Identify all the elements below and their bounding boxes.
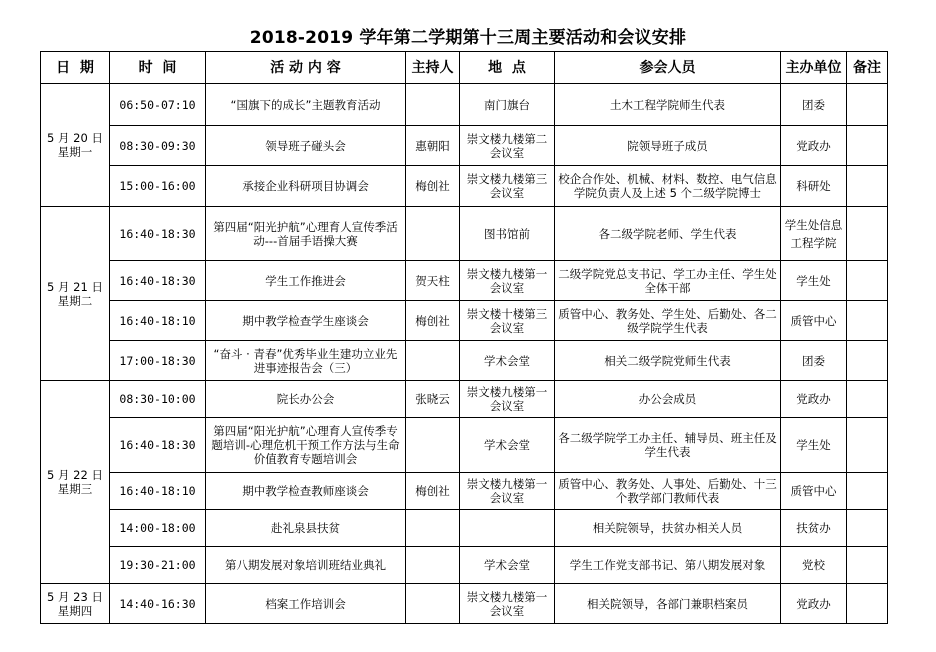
time-cell: 16:40-18:30 bbox=[110, 261, 206, 301]
attendees-cell: 二级学院党总支书记、学工办主任、学生处全体干部 bbox=[555, 261, 781, 301]
location-cell: 崇文楼九楼第二会议室 bbox=[460, 126, 555, 166]
date-label: 5 月 22 日 bbox=[47, 468, 103, 482]
time-cell: 17:00-18:30 bbox=[110, 341, 206, 381]
page-title: 2018-2019 学年第二学期第十三周主要活动和会议安排 bbox=[249, 28, 687, 48]
table-row bbox=[41, 84, 888, 126]
attendees-cell: 各二级学院学工办主任、辅导员、班主任及学生代表 bbox=[555, 418, 781, 473]
header-date: 日 期 bbox=[41, 52, 110, 84]
location-cell: 崇文楼九楼第一会议室 bbox=[460, 584, 555, 624]
notes-cell bbox=[847, 126, 888, 166]
notes-cell bbox=[847, 473, 888, 510]
notes-cell bbox=[847, 510, 888, 547]
location-cell: 学术会堂 bbox=[460, 418, 555, 473]
host-cell bbox=[406, 341, 460, 381]
weekday-label: 星期三 bbox=[57, 482, 93, 496]
time-cell: 16:40-18:30 bbox=[110, 418, 206, 473]
date-label: 5 月 20 日 bbox=[47, 131, 103, 145]
header-row bbox=[41, 52, 888, 84]
header-attendees: 参会人员 bbox=[555, 52, 781, 84]
weekday-label: 星期四 bbox=[57, 603, 93, 618]
location-cell: 崇文楼九楼第一会议室 bbox=[460, 473, 555, 510]
attendees-cell: 相关二级学院党师生代表 bbox=[555, 341, 781, 381]
organizer-cell: 党校 bbox=[781, 547, 847, 584]
date-cell bbox=[41, 207, 110, 381]
table-row bbox=[41, 166, 888, 207]
location-cell: 崇文楼九楼第一会议室 bbox=[460, 261, 555, 301]
host-cell bbox=[406, 418, 460, 473]
host-cell: 惠朝阳 bbox=[406, 126, 460, 166]
organizer-cell: 学生处 bbox=[781, 261, 847, 301]
content-cell: 学生工作推进会 bbox=[206, 261, 406, 301]
table-row bbox=[41, 381, 888, 418]
attendees-cell: 校企合作处、机械、材料、数控、电气信息学院负责人及上述 5 个二级学院博士 bbox=[555, 166, 781, 207]
organizer-cell: 学生处 bbox=[781, 418, 847, 473]
date-cell bbox=[41, 381, 110, 584]
notes-cell bbox=[847, 261, 888, 301]
organizer-cell: 科研处 bbox=[781, 166, 847, 207]
organizer-cell: 扶贫办 bbox=[781, 510, 847, 547]
table-row bbox=[41, 301, 888, 341]
table-row bbox=[41, 126, 888, 166]
table-row bbox=[41, 473, 888, 510]
organizer-cell: 团委 bbox=[781, 341, 847, 381]
time-cell: 19:30-21:00 bbox=[110, 547, 206, 584]
content-cell: 第四届“阳光护航”心理育人宣传季活动---首届手语操大赛 bbox=[206, 207, 406, 261]
organizer-cell: 团委 bbox=[781, 84, 847, 126]
host-cell: 梅创社 bbox=[406, 473, 460, 510]
host-cell: 梅创社 bbox=[406, 166, 460, 207]
organizer-cell: 学生处信息工程学院 bbox=[781, 207, 847, 261]
attendees-cell: 相关院领导，扶贫办相关人员 bbox=[555, 510, 781, 547]
weekday-label: 星期二 bbox=[57, 293, 93, 308]
content-cell: 领导班子碰头会 bbox=[206, 126, 406, 166]
header-time: 时 间 bbox=[110, 52, 206, 84]
host-cell: 梅创社 bbox=[406, 301, 460, 341]
notes-cell bbox=[847, 84, 888, 126]
table-row bbox=[41, 341, 888, 381]
notes-cell bbox=[847, 166, 888, 207]
content-cell: 期中教学检查教师座谈会 bbox=[206, 473, 406, 510]
host-cell bbox=[406, 584, 460, 624]
notes-cell bbox=[847, 418, 888, 473]
date-label: 5 月 21 日 bbox=[47, 279, 103, 294]
attendees-cell: 学生工作党支部书记、第八期发展对象 bbox=[555, 547, 781, 584]
date-cell bbox=[41, 584, 110, 624]
host-cell: 张晓云 bbox=[406, 381, 460, 418]
time-cell: 16:40-18:30 bbox=[110, 207, 206, 261]
header-content: 活 动 内 容 bbox=[206, 52, 406, 84]
host-cell: 贺天柱 bbox=[406, 261, 460, 301]
attendees-cell: 相关院领导，各部门兼职档案员 bbox=[555, 584, 781, 624]
schedule-table bbox=[40, 51, 888, 624]
table-row bbox=[41, 261, 888, 301]
table-row bbox=[41, 547, 888, 584]
content-cell: 第四届“阳光护航”心理育人宣传季专题培训-心理危机干预工作方法与生命价值教育专题培训会 bbox=[206, 418, 406, 473]
header-location: 地 点 bbox=[460, 52, 555, 84]
attendees-cell: 各二级学院老师、学生代表 bbox=[555, 207, 781, 261]
date-cell bbox=[41, 84, 110, 207]
time-cell: 16:40-18:10 bbox=[110, 473, 206, 510]
organizer-cell: 党政办 bbox=[781, 381, 847, 418]
content-cell: 期中教学检查学生座谈会 bbox=[206, 301, 406, 341]
notes-cell bbox=[847, 301, 888, 341]
location-cell: 崇文楼十楼第三会议室 bbox=[460, 301, 555, 341]
notes-cell bbox=[847, 341, 888, 381]
organizer-cell: 党政办 bbox=[781, 584, 847, 624]
attendees-cell: 质管中心、教务处、学生处、后勤处、各二级学院学生代表 bbox=[555, 301, 781, 341]
attendees-cell: 质管中心、教务处、人事处、后勤处、十三个教学部门教师代表 bbox=[555, 473, 781, 510]
notes-cell bbox=[847, 584, 888, 624]
time-cell: 08:30-09:30 bbox=[110, 126, 206, 166]
content-cell: 承接企业科研项目协调会 bbox=[206, 166, 406, 207]
content-cell: 院长办公会 bbox=[206, 381, 406, 418]
notes-cell bbox=[847, 547, 888, 584]
notes-cell bbox=[847, 207, 888, 261]
notes-cell bbox=[847, 381, 888, 418]
date-label: 5 月 23 日 bbox=[47, 589, 103, 604]
table-row bbox=[41, 584, 888, 624]
attendees-cell: 办公会成员 bbox=[555, 381, 781, 418]
host-cell bbox=[406, 207, 460, 261]
time-cell: 06:50-07:10 bbox=[110, 84, 206, 126]
host-cell bbox=[406, 510, 460, 547]
content-cell: 赴礼泉县扶贫 bbox=[206, 510, 406, 547]
time-cell: 14:40-16:30 bbox=[110, 584, 206, 624]
location-cell bbox=[460, 510, 555, 547]
organizer-cell: 质管中心 bbox=[781, 301, 847, 341]
table-row bbox=[41, 418, 888, 473]
content-cell: “国旗下的成长”主题教育活动 bbox=[206, 84, 406, 126]
table-row bbox=[41, 510, 888, 547]
attendees-cell: 土木工程学院师生代表 bbox=[555, 84, 781, 126]
location-cell: 崇文楼九楼第三会议室 bbox=[460, 166, 555, 207]
host-cell bbox=[406, 547, 460, 584]
content-cell: 档案工作培训会 bbox=[206, 584, 406, 624]
host-cell bbox=[406, 84, 460, 126]
location-cell: 学术会堂 bbox=[460, 547, 555, 584]
content-cell: “奋斗 · 青春”优秀毕业生建功立业先进事迹报告会（三） bbox=[206, 341, 406, 381]
location-cell: 崇文楼九楼第一会议室 bbox=[460, 381, 555, 418]
time-cell: 08:30-10:00 bbox=[110, 381, 206, 418]
header-organizer: 主办单位 bbox=[781, 52, 847, 84]
organizer-cell: 党政办 bbox=[781, 126, 847, 166]
content-cell: 第八期发展对象培训班结业典礼 bbox=[206, 547, 406, 584]
location-cell: 学术会堂 bbox=[460, 341, 555, 381]
table-row bbox=[41, 207, 888, 261]
time-cell: 14:00-18:00 bbox=[110, 510, 206, 547]
organizer-cell: 质管中心 bbox=[781, 473, 847, 510]
header-notes: 备注 bbox=[847, 52, 888, 84]
location-cell: 南门旗台 bbox=[460, 84, 555, 126]
header-host: 主持人 bbox=[406, 52, 460, 84]
time-cell: 15:00-16:00 bbox=[110, 166, 206, 207]
attendees-cell: 院领导班子成员 bbox=[555, 126, 781, 166]
weekday-label: 星期一 bbox=[57, 145, 93, 159]
location-cell: 图书馆前 bbox=[460, 207, 555, 261]
time-cell: 16:40-18:10 bbox=[110, 301, 206, 341]
